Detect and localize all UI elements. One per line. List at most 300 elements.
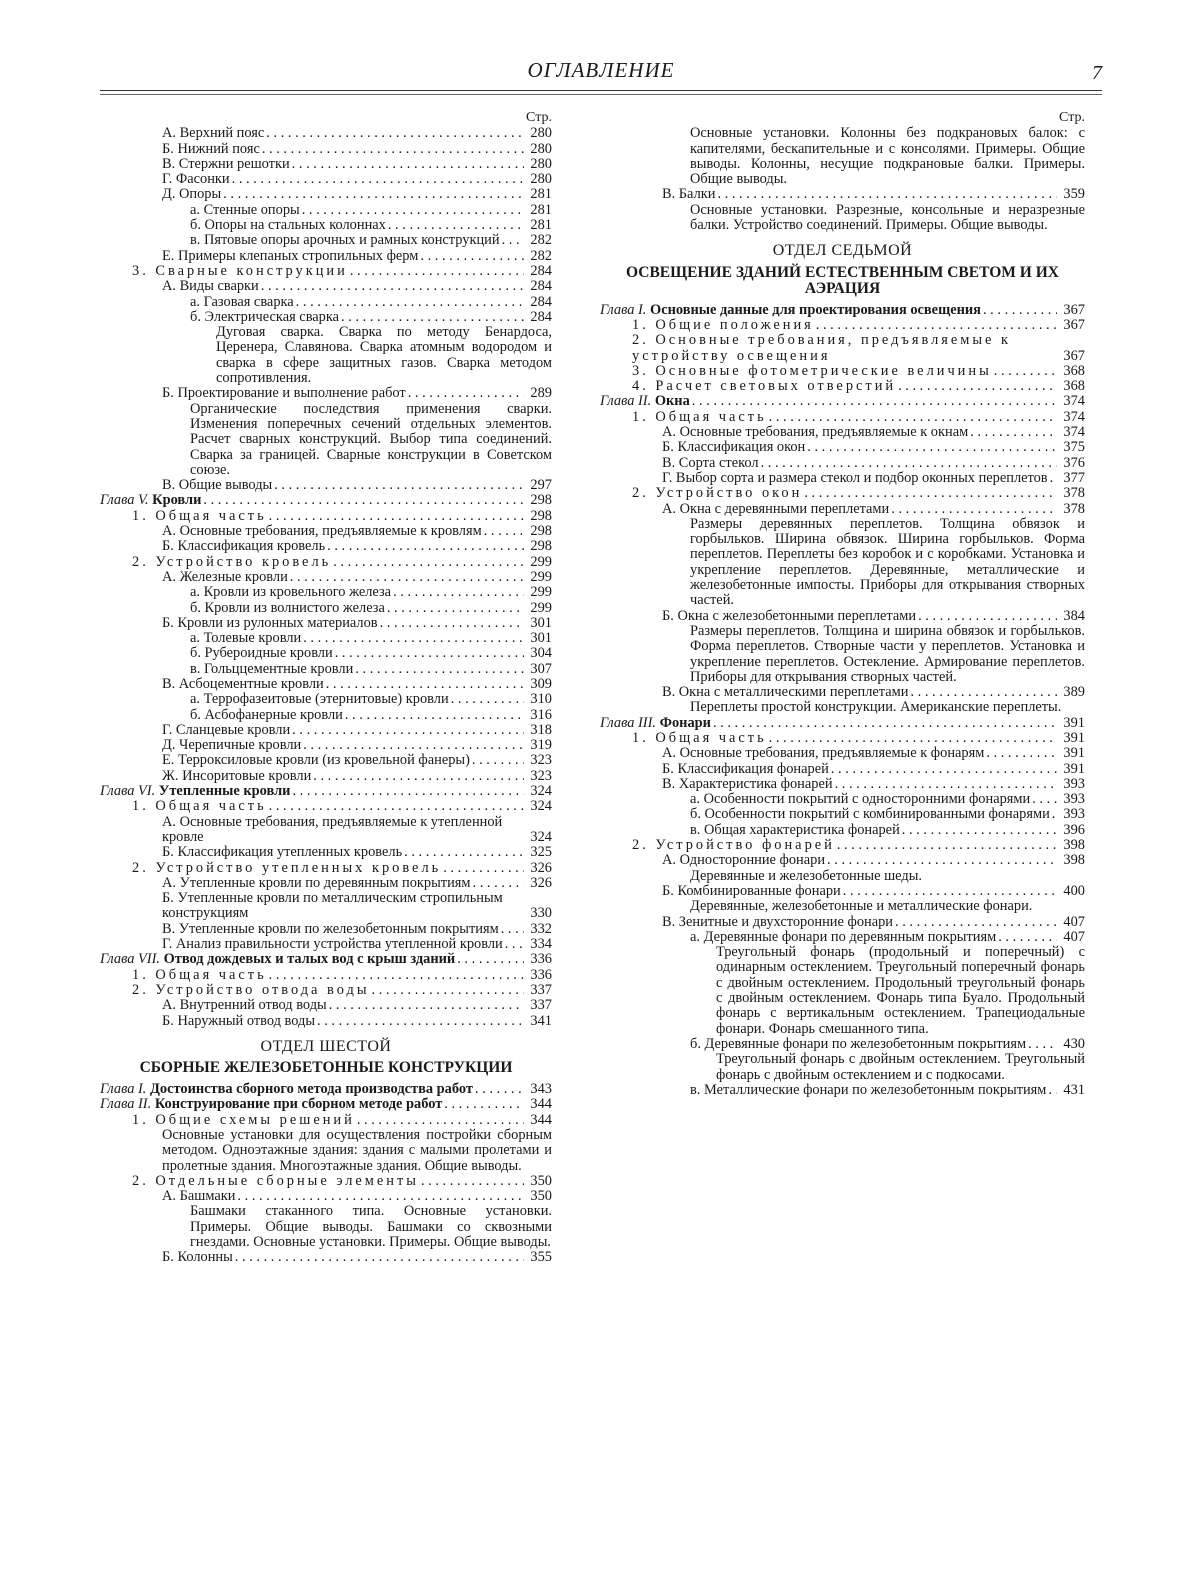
page-ref: 284 [530, 278, 552, 295]
entry-title: А. Внутренний отвод воды [162, 997, 327, 1014]
toc-entry [600, 762, 1085, 777]
dot-leader [444, 1097, 524, 1112]
entry-title: Е. Примеры клепаных стропильных ферм [162, 247, 419, 264]
toc-entry [600, 853, 1085, 868]
entry-title: 3. Основные фотометрические величины [632, 362, 992, 379]
dot-leader [769, 731, 1057, 746]
page-ref: 376 [1063, 454, 1085, 471]
toc-entry [100, 937, 552, 952]
entry-title: А. Окна с деревянными переплетами [662, 500, 890, 517]
page-ref: 334 [530, 936, 552, 953]
toc-description: Основные установки для осуществления постройки сборным методом. Одноэтажные здания: здания с малыми пролетами и пролетные здания. Многоэтажные здания. Общие выводы. [162, 1127, 552, 1174]
toc-chapter-entry [100, 1082, 552, 1097]
entry-title: Б. Проектирование и выполнение работ [162, 385, 406, 402]
toc-entry [100, 570, 552, 585]
toc-entry [600, 486, 1085, 501]
toc-entry [600, 930, 1085, 945]
page-ref: 337 [530, 981, 552, 998]
page-ref: 325 [530, 844, 552, 861]
dot-leader [292, 157, 524, 172]
dot-leader [484, 524, 524, 539]
dot-leader [269, 968, 524, 983]
entry-title: а. Газовая сварка [190, 293, 294, 310]
page-column-label: Стр. [1059, 110, 1085, 125]
dot-leader [986, 746, 1057, 761]
entry-title [600, 394, 690, 409]
dot-leader [350, 264, 524, 279]
page-ref: 324 [530, 828, 552, 845]
page-ref: 336 [530, 966, 552, 983]
dot-leader [902, 823, 1057, 838]
page-ref: 310 [530, 691, 552, 708]
page-ref: 301 [530, 614, 552, 631]
toc-description: Деревянные и железобетонные шеды. [690, 867, 922, 884]
chapter-title: Фонари [659, 714, 711, 731]
toc-entry [100, 968, 552, 983]
page-ref: 301 [530, 630, 552, 647]
chapter-label: Глава II. [600, 393, 652, 410]
toc-entry [600, 187, 1085, 202]
entry-title: 1. Общая часть [632, 729, 767, 746]
chapter-label: Глава III. [600, 714, 656, 731]
entry-title: б. Особенности покрытий с комбинированными фонарями [690, 806, 1050, 823]
toc-entry [100, 172, 552, 187]
entry-title: В. Окна с металлическими переплетами [662, 684, 909, 701]
toc-entry [600, 502, 1085, 517]
entry-title: А. Железные кровли [162, 568, 288, 585]
toc-chapter-entry [100, 784, 552, 799]
entry-title: В. Зенитные и двухсторонние фонари [662, 913, 894, 930]
dot-leader [891, 502, 1057, 517]
chapter-title: Конструирование при сборном методе работ [154, 1096, 443, 1113]
dot-leader [302, 203, 524, 218]
entry-title: Б. Комбинированные фонари [662, 882, 841, 899]
dot-leader [1050, 471, 1057, 486]
toc-entry [100, 1113, 552, 1128]
dot-leader [327, 539, 524, 554]
toc-chapter-entry [100, 493, 552, 508]
chapter-label: Глава I. [600, 301, 647, 318]
page-ref: 367 [1063, 316, 1085, 333]
entry-title: а. Толевые кровли [190, 630, 302, 647]
toc-entry [600, 685, 1085, 700]
dot-leader [473, 876, 525, 891]
page-ref: 281 [530, 201, 552, 218]
page-ref: 398 [1063, 852, 1085, 869]
dot-leader [269, 799, 524, 814]
page-ref: 299 [530, 568, 552, 585]
entry-title: Г. Фасонки [162, 171, 230, 188]
dot-leader [296, 295, 524, 310]
dot-leader [713, 716, 1057, 731]
dot-leader [355, 662, 524, 677]
page-ref: 284 [530, 308, 552, 325]
entry-title [600, 303, 981, 318]
page-ref: 407 [1063, 928, 1085, 945]
page-ref: 298 [530, 538, 552, 555]
toc-entry [600, 1083, 1085, 1098]
toc-entry [100, 708, 552, 723]
page-number: 7 [1092, 62, 1102, 84]
page-ref: 350 [530, 1188, 552, 1205]
chapter-title: Достоинства сборного метода производства работ [150, 1081, 473, 1098]
dot-leader [292, 784, 524, 799]
dot-leader [329, 998, 524, 1013]
toc-entry [600, 456, 1085, 471]
chapter-label: Глава II. [100, 1096, 152, 1113]
toc-entry [100, 1250, 552, 1265]
entry-title: В. Утепленные кровли по железобетонным покрытиям [162, 920, 499, 937]
toc-entry [100, 723, 552, 738]
page-ref: 367 [1063, 347, 1085, 364]
dot-leader [237, 1189, 524, 1204]
chapter-label: Глава V. [100, 492, 149, 509]
dot-leader [303, 738, 524, 753]
entry-title: 2. Устройство фонарей [632, 837, 835, 854]
entry-title [100, 784, 290, 799]
dot-leader [345, 708, 524, 723]
toc-entry [600, 425, 1085, 440]
toc-entry [100, 646, 552, 661]
dot-leader [898, 379, 1057, 394]
dot-leader [333, 555, 524, 570]
page-ref: 284 [530, 262, 552, 279]
dot-leader [804, 486, 1057, 501]
page-ref: 391 [1063, 760, 1085, 777]
toc-left-column [100, 110, 552, 1266]
toc-entry [100, 233, 552, 248]
page-ref: 389 [1063, 684, 1085, 701]
toc-entry [100, 922, 552, 937]
toc-entry [100, 310, 552, 325]
page-ref: 350 [530, 1172, 552, 1189]
entry-title: 3. Сварные конструкции [132, 262, 348, 279]
toc-entry [100, 126, 552, 141]
page-ref: 298 [530, 507, 552, 524]
toc-entry [100, 631, 552, 646]
page-ref: 431 [1063, 1081, 1085, 1098]
entry-title: 1. Общая часть [132, 507, 267, 524]
toc-entry [100, 187, 552, 202]
entry-title: 1. Общие положения [632, 316, 814, 333]
toc-entry [100, 203, 552, 218]
dot-leader [827, 853, 1057, 868]
page-ref: 282 [530, 247, 552, 264]
dot-leader [326, 677, 524, 692]
section-heading: ОТДЕЛ ШЕСТОЙ [260, 1037, 392, 1055]
dot-leader [910, 685, 1057, 700]
page-ref: 391 [1063, 729, 1085, 746]
page-ref: 297 [530, 477, 552, 494]
entry-title: 4. Расчет световых отверстий [632, 378, 897, 395]
dot-leader [269, 509, 524, 524]
page-ref: 309 [530, 675, 552, 692]
entry-title: 2. Устройство окон [632, 485, 803, 502]
toc-entry [100, 295, 552, 310]
toc-entry [100, 799, 552, 814]
toc-entry [100, 279, 552, 294]
page-title: ОГЛАВЛЕНИЕ [527, 58, 675, 82]
toc-entry [600, 823, 1085, 838]
dot-leader [335, 646, 524, 661]
dot-leader [895, 915, 1057, 930]
entry-title: а. Стенные опоры [190, 201, 300, 218]
chapter-label: Глава I. [100, 1081, 147, 1098]
page-ref: 326 [530, 874, 552, 891]
page-ref: 299 [530, 553, 552, 570]
section-title: СБОРНЫЕ ЖЕЛЕЗОБЕТОННЫЕ КОНСТРУКЦИИ [139, 1059, 513, 1077]
dot-leader [998, 930, 1057, 945]
toc-entry [100, 616, 552, 631]
toc-entry [100, 891, 552, 922]
entry-title: б. Электрическая сварка [190, 308, 340, 325]
dot-leader [1032, 792, 1057, 807]
entry-title: Б. Колонны [162, 1249, 233, 1266]
entry-title: Б. Нижний пояс [162, 140, 260, 157]
entry-title [100, 1097, 442, 1112]
entry-title: В. Характеристика фонарей [662, 775, 833, 792]
toc-entry [100, 555, 552, 570]
page-ref: 326 [530, 859, 552, 876]
page-ref: 375 [1063, 439, 1085, 456]
dot-leader [443, 861, 524, 876]
page-ref: 330 [530, 905, 552, 922]
page-ref: 378 [1063, 485, 1085, 502]
toc-chapter-entry [600, 394, 1085, 409]
dot-leader [408, 386, 524, 401]
entry-title: Б. Классификация фонарей [662, 760, 829, 777]
dot-leader [341, 310, 524, 325]
dot-leader [317, 1014, 524, 1029]
dot-leader [388, 218, 524, 233]
toc-entry [100, 478, 552, 493]
page-ref: 378 [1063, 500, 1085, 517]
page-ref: 298 [530, 523, 552, 540]
dot-leader [983, 303, 1057, 318]
dot-leader [451, 692, 524, 707]
toc-entry [100, 861, 552, 876]
toc-entry [100, 585, 552, 600]
entry-title: 2. Устройство отвода воды [132, 981, 370, 998]
entry-title: 1. Общая часть [132, 798, 267, 815]
page-ref: 307 [530, 660, 552, 677]
entry-title: Д. Опоры [162, 186, 222, 203]
dot-leader [393, 585, 524, 600]
page-ref: 289 [530, 385, 552, 402]
dot-leader [501, 922, 524, 937]
page-column-label: Стр. [526, 110, 552, 125]
dot-leader [918, 609, 1057, 624]
toc-description: Органические последствия применения сварки. Изменения поперечных сечений отдельных элементов. Расчет сварных конструкций. Выбор типа соединений. Сварка за границей. Сварные конструкции в Советском союзе. [190, 400, 552, 478]
toc-description: Размеры переплетов. Толщина и ширина обвязок и горбыльков. Форма переплетов. Створные части у переплетов. Установка и укрепление переплетов. Остекление. Армирование переплетов. Приборы для открывания створных частей. [690, 622, 1085, 685]
entry-title: А. Утепленные кровли по деревянным покрытиям [162, 874, 471, 891]
toc-list [600, 126, 1085, 1098]
page-ref: 393 [1063, 775, 1085, 792]
entry-title: Б. Утепленные кровли по металлическим стропильным конструкциям [162, 890, 503, 922]
entry-title [100, 1082, 473, 1097]
entry-title: В. Общие выводы [162, 477, 273, 494]
entry-title: А. Верхний пояс [162, 125, 265, 142]
entry-title: А. Основные требования, предъявляемые к фонарям [662, 745, 985, 762]
entry-title: 1. Общие схемы решений [132, 1111, 355, 1128]
entry-title: а. Кровли из кровельного железа [190, 584, 392, 601]
toc-description: Дуговая сварка. Сварка по методу Бенардоса, Церенера, Славянова. Сварка атомным водородом и сварка в сфере защитных газов. Сварка методом сопротивления. [216, 324, 552, 387]
page-ref: 280 [530, 125, 552, 142]
toc-description: Основные установки. Разрезные, консольные и неразрезные балки. Устройство соединений. Примеры. Общие выводы. [690, 201, 1085, 234]
header-rule [100, 90, 1102, 91]
entry-title [100, 493, 201, 508]
dot-leader [472, 753, 524, 768]
toc-entry [600, 609, 1085, 624]
toc-entry [600, 838, 1085, 853]
toc-entry [100, 601, 552, 616]
dot-leader [505, 937, 524, 952]
page-ref: 344 [530, 1111, 552, 1128]
page-ref: 284 [530, 293, 552, 310]
dot-leader [292, 723, 524, 738]
toc-entry [600, 364, 1085, 379]
page-ref: 374 [1063, 408, 1085, 425]
page-header [100, 58, 1102, 98]
entry-title: А. Основные требования, предъявляемые к окнам [662, 424, 969, 441]
toc-entry [100, 769, 552, 784]
toc-description: Треугольный фонарь с двойным остеклением. Треугольный фонарь с двойным остеклением и с подкосами. [716, 1051, 1085, 1083]
toc-entry [100, 264, 552, 279]
page-ref: 280 [530, 155, 552, 172]
chapter-title: Основные данные для проектирования освещения [650, 301, 981, 318]
entry-title: В. Балки [662, 186, 716, 203]
dot-leader [232, 172, 524, 187]
toc-entry [100, 509, 552, 524]
toc-right-column [600, 110, 1085, 1098]
toc-description: Башмаки стаканного типа. Основные установки. Примеры. Общие выводы. Башмаки со сквозными гнездами. Основные установки. Примеры. Общие выводы. [190, 1203, 552, 1251]
dot-leader [303, 631, 524, 646]
page-ref: 318 [530, 721, 552, 738]
page-ref: 384 [1063, 607, 1085, 624]
page-ref: 368 [1063, 378, 1085, 395]
toc-description: Размеры деревянных переплетов. Толщина обвязок и горбыльков. Ширина обвязок. Ширина горбыльков. Форма переплетов. Переплеты без коробок и с коробками. Установка и укрепление переплетов. Деревянные, металлические и железобетонные импосты. Приборы для открывания створных частей. [690, 515, 1085, 609]
dot-leader [223, 187, 524, 202]
toc-entry [600, 777, 1085, 792]
entry-title: а. Террофазеитовые (этернитовые) кровли [190, 691, 449, 708]
entry-title: Б. Кровли из рулонных материалов [162, 614, 378, 631]
dot-leader [807, 440, 1057, 455]
dot-leader [1028, 1037, 1057, 1052]
page-ref: 374 [1063, 393, 1085, 410]
chapter-label: Глава VII. [100, 951, 160, 968]
entry-title: Г. Выбор сорта и размера стекол и подбор оконных переплетов [662, 469, 1048, 486]
toc-entry [600, 792, 1085, 807]
entry-title: Б. Наружный отвод воды [162, 1012, 316, 1029]
toc-entry [100, 845, 552, 860]
page-ref: 359 [1063, 186, 1085, 203]
toc-list [100, 126, 552, 1265]
toc-entry [100, 524, 552, 539]
page-ref: 400 [1063, 882, 1085, 899]
toc-entry [600, 731, 1085, 746]
entry-title: а. Особенности покрытий с односторонними фонарями [690, 791, 1031, 808]
entry-title: Д. Черепичные кровли [162, 737, 302, 754]
page-ref: 282 [530, 232, 552, 249]
entry-title: в. Гольццементные кровли [190, 660, 354, 677]
section-heading: ОТДЕЛ СЕДЬМОЙ [772, 242, 913, 260]
dot-leader [837, 838, 1057, 853]
entry-title [100, 952, 455, 967]
toc-description: Треугольный фонарь (продольный и поперечный) с одинарным остеклением. Треугольный поперечный фонарь с двойным остеклением. Продольный треугольный фонарь с двойным остеклением. Фонарь типа Буало. Продольный фонарь с вертикальным остеклением. Трапециодальные фонари. Фонарь смешанного типа. [716, 944, 1085, 1037]
section-title: ОСВЕЩЕНИЕ ЗДАНИЙ ЕСТЕСТВЕННЫМ СВЕТОМ И ИХ АЭРАЦИЯ [626, 263, 1059, 297]
dot-leader [262, 142, 524, 157]
page-ref: 341 [530, 1012, 552, 1029]
dot-leader [266, 126, 524, 141]
dot-leader [235, 1250, 524, 1265]
toc-entry [100, 876, 552, 891]
entry-title: в. Пятовые опоры арочных и рамных конструкций [190, 232, 500, 249]
dot-leader [994, 364, 1057, 379]
toc-entry [100, 662, 552, 677]
entry-title: а. Деревянные фонари по деревянным покрытиям [690, 928, 997, 945]
dot-leader [692, 394, 1057, 409]
page-ref: 304 [530, 645, 552, 662]
entry-title: А. Башмаки [162, 1188, 236, 1205]
toc-chapter-entry [600, 716, 1085, 731]
entry-title: 2. Устройство кровель [132, 553, 332, 570]
entry-title: А. Виды сварки [162, 278, 259, 295]
toc-entry [600, 746, 1085, 761]
dot-leader [970, 425, 1057, 440]
entry-title: 2. Устройство утепленных кровель [132, 859, 442, 876]
toc-entry [100, 1174, 552, 1189]
dot-leader [380, 616, 524, 631]
page-ref: 393 [1063, 791, 1085, 808]
toc-entry [600, 318, 1085, 333]
entry-title: б. Кровли из волнистого железа [190, 599, 385, 616]
toc-entry [100, 386, 552, 401]
page-ref: 324 [530, 798, 552, 815]
toc-entry [100, 738, 552, 753]
page-ref: 280 [530, 140, 552, 157]
toc-entry [100, 218, 552, 233]
page-ref: 343 [530, 1081, 552, 1098]
toc-entry [600, 379, 1085, 394]
toc-chapter-entry [100, 952, 552, 967]
toc-entry [600, 410, 1085, 425]
toc-entry [600, 333, 1085, 364]
header-rule-thin [100, 94, 1102, 95]
page-ref: 430 [1063, 1035, 1085, 1052]
entry-title: А. Основные требования, предъявляемые к утепленной кровле [162, 813, 503, 845]
entry-title: в. Металлические фонари по железобетонным покрытиям [690, 1081, 1047, 1098]
entry-title: 2. Основные требования, предъявляемые к устройству освещения [632, 332, 1012, 364]
entry-title: Б. Классификация кровель [162, 538, 326, 555]
entry-title: 2. Отдельные сборные элементы [132, 1172, 419, 1189]
entry-title: Ж. Инсоритовые кровли [162, 767, 312, 784]
chapter-title: Отвод дождевых и талых вод с крыш зданий [163, 951, 456, 968]
page-ref: 298 [530, 492, 552, 509]
dot-leader [387, 601, 524, 616]
dot-leader [769, 410, 1057, 425]
toc-entry [100, 692, 552, 707]
page-ref: 393 [1063, 806, 1085, 823]
page-ref: 299 [530, 584, 552, 601]
toc-entry [600, 440, 1085, 455]
page-ref: 316 [530, 706, 552, 723]
dot-leader [404, 845, 524, 860]
toc-entry [600, 915, 1085, 930]
toc-entry [100, 249, 552, 264]
chapter-title: Кровли [152, 492, 202, 509]
toc-entry [600, 884, 1085, 899]
page-ref: 374 [1063, 424, 1085, 441]
